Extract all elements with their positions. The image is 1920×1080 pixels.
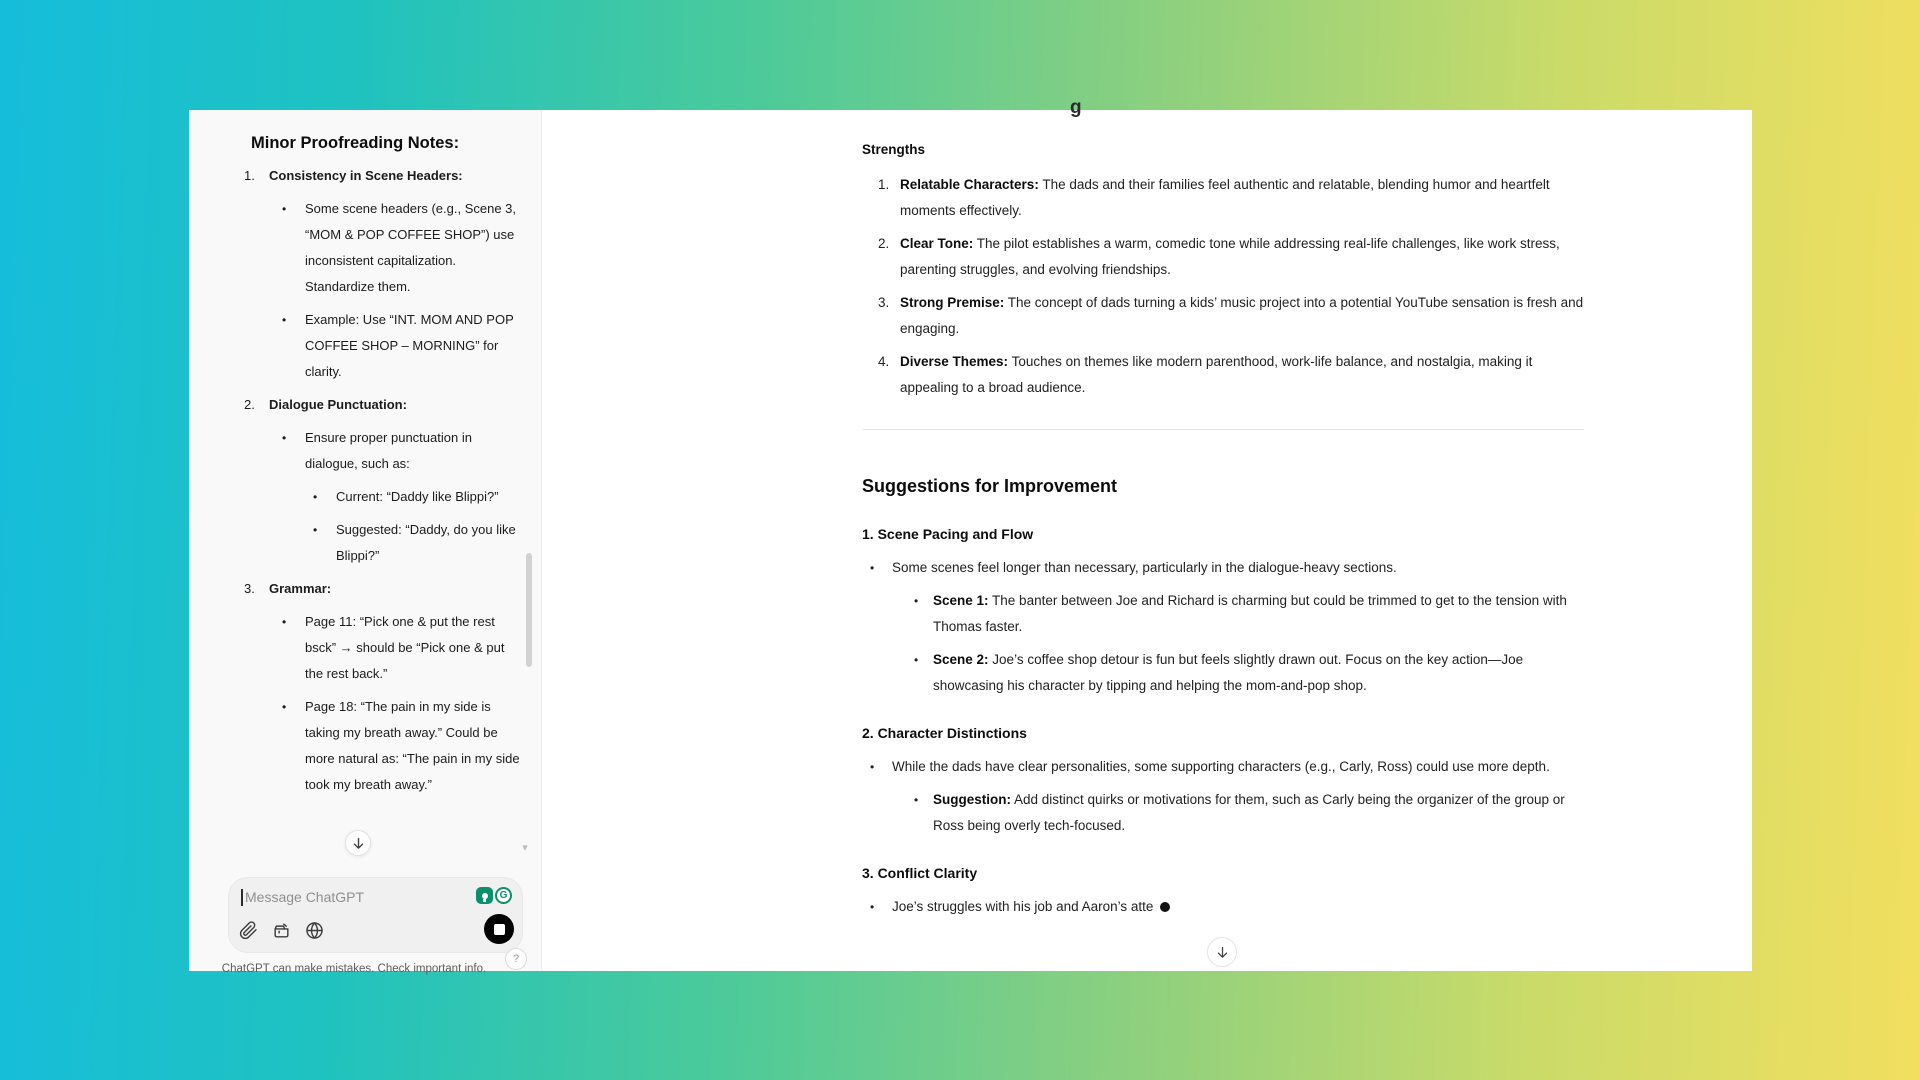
canvas-panel bbox=[542, 97, 1752, 971]
note-bullet: • Example: Use “INT. MOM AND POP COFFEE SHOP – MORNING” for clarity. bbox=[251, 307, 521, 385]
canvas-scroll-down-button[interactable] bbox=[1207, 937, 1237, 967]
chat-scrollbar-thumb[interactable] bbox=[526, 553, 532, 667]
stop-streaming-button[interactable] bbox=[484, 914, 514, 944]
section-heading: 1. Scene Pacing and Flow bbox=[862, 526, 1034, 542]
bullet-icon: • bbox=[282, 313, 287, 327]
note-sub-bullet: • Current: “Daddy like Blippi?” bbox=[251, 484, 521, 510]
web-search-globe-icon[interactable] bbox=[305, 921, 324, 940]
doc-bullet: • Some scenes feel longer than necessary, particularly in the dialogue-heavy sections. bbox=[862, 555, 1584, 581]
chatgpt-window bbox=[189, 97, 1752, 975]
bullet-icon: • bbox=[282, 431, 287, 445]
strengths-heading: Strengths bbox=[862, 142, 926, 157]
grammarly-badges bbox=[476, 887, 512, 904]
note-item bbox=[244, 163, 521, 385]
doc-sub-bullet: • Scene 1: The banter between Joe and Richard is charming but could be trimmed to get to the tension with Thomas faster. bbox=[862, 588, 1584, 640]
text-cursor bbox=[241, 889, 243, 906]
strength-item: 1. Relatable Characters: The dads and their families feel authentic and relatable, blending humor and heartfelt moments effectively. bbox=[862, 172, 1584, 224]
bullet-icon: • bbox=[914, 653, 919, 667]
note-title: 2. Dialogue Punctuation: bbox=[244, 392, 521, 418]
clipped-heading-fragment: g bbox=[1070, 97, 1082, 118]
bullet-icon: • bbox=[313, 490, 318, 504]
note-bullet: • Page 11: “Pick one & put the rest bsck” → should be “Pick one & put the rest back.” bbox=[251, 609, 521, 687]
note-bullet: • Page 18: “The pain in my side is taking my breath away.” Could be more natural as: “The pain in my side took my breath away.” bbox=[251, 694, 521, 798]
grammarly-icon[interactable]: G bbox=[495, 887, 512, 904]
bullet-icon: • bbox=[282, 202, 287, 216]
composer-toolbar bbox=[239, 921, 324, 940]
bullet-icon: • bbox=[870, 760, 875, 774]
note-title: 1. Consistency in Scene Headers: bbox=[244, 163, 521, 189]
improvement-heading: Suggestions for Improvement bbox=[862, 476, 1118, 496]
disclaimer-text: ChatGPT can make mistakes. Check important info. bbox=[221, 963, 487, 975]
grammarly-suggestion-icon[interactable] bbox=[476, 887, 493, 904]
strength-item: 4. Diverse Themes: Touches on themes like modern parenthood, work-life balance, and nostalgia, making it appealing to a broad audience. bbox=[862, 349, 1584, 401]
list-number: 3. bbox=[244, 581, 255, 596]
note-title: 3. Grammar: bbox=[244, 576, 521, 602]
doc-bullet: • Joe’s struggles with his job and Aaron’s atte bbox=[862, 894, 1584, 920]
bullet-icon: • bbox=[282, 700, 287, 714]
toolbox-icon[interactable] bbox=[272, 921, 291, 940]
note-item bbox=[244, 392, 521, 569]
list-number: 2. bbox=[244, 397, 255, 412]
attach-paperclip-icon[interactable] bbox=[239, 921, 258, 940]
strength-item: 3. Strong Premise: The concept of dads turning a kids’ music project into a potential YouTube sensation is fresh and engaging. bbox=[862, 290, 1584, 342]
list-number: 4. bbox=[878, 354, 890, 369]
doc-sub-bullet: • Suggestion: Add distinct quirks or motivations for them, such as Carly being the organizer of the group or Ross being overly tech-focused. bbox=[862, 787, 1584, 839]
bullet-icon: • bbox=[282, 615, 287, 629]
strength-item: 2. Clear Tone: The pilot establishes a warm, comedic tone while addressing real-life challenges, like work stress, parenting struggles, and evolving friendships. bbox=[862, 231, 1584, 283]
chat-panel bbox=[189, 110, 542, 975]
note-sub-bullet: • Suggested: “Daddy, do you like Blippi?” bbox=[251, 517, 521, 569]
note-bullet: • Ensure proper punctuation in dialogue, such as: bbox=[251, 425, 521, 477]
section-divider bbox=[862, 429, 1584, 430]
arrow-down-icon bbox=[1215, 945, 1230, 960]
chat-transcript bbox=[189, 110, 529, 870]
list-number: 1. bbox=[244, 168, 255, 183]
bullet-icon: • bbox=[914, 594, 919, 608]
help-button[interactable]: ? bbox=[505, 948, 527, 970]
list-number: 3. bbox=[878, 295, 890, 310]
message-heading: Minor Proofreading Notes: bbox=[251, 134, 460, 152]
message-input[interactable]: Message ChatGPT bbox=[245, 889, 365, 905]
bullet-icon: • bbox=[313, 523, 318, 537]
bullet-icon: • bbox=[914, 793, 919, 807]
scroll-to-bottom-button[interactable] bbox=[345, 830, 371, 856]
doc-bullet: • While the dads have clear personalities, some supporting characters (e.g., Carly, Ross) could use more depth. bbox=[862, 754, 1584, 780]
list-number: 2. bbox=[878, 236, 890, 251]
bullet-icon: • bbox=[870, 561, 875, 575]
doc-sub-bullet: • Scene 2: Joe’s coffee shop detour is fun but feels slightly drawn out. Focus on the key action—Joe showcasing his character by tipping and helping the mom-and-pop shop. bbox=[862, 647, 1584, 699]
scrollbar-down-arrow-icon[interactable]: ▾ bbox=[522, 842, 528, 854]
bullet-icon: • bbox=[870, 900, 875, 914]
document-content bbox=[862, 133, 1584, 927]
streaming-cursor bbox=[1160, 902, 1170, 912]
stop-icon bbox=[494, 924, 505, 935]
section-heading: 2. Character Distinctions bbox=[862, 725, 1027, 741]
note-item bbox=[244, 576, 521, 798]
arrow-down-icon bbox=[351, 836, 366, 851]
section-heading: 3. Conflict Clarity bbox=[862, 865, 978, 881]
note-bullet: • Some scene headers (e.g., Scene 3, “MOM & POP COFFEE SHOP”) use inconsistent capitalization. Standardize them. bbox=[251, 196, 521, 300]
list-number: 1. bbox=[878, 177, 890, 192]
message-composer[interactable] bbox=[228, 877, 523, 953]
